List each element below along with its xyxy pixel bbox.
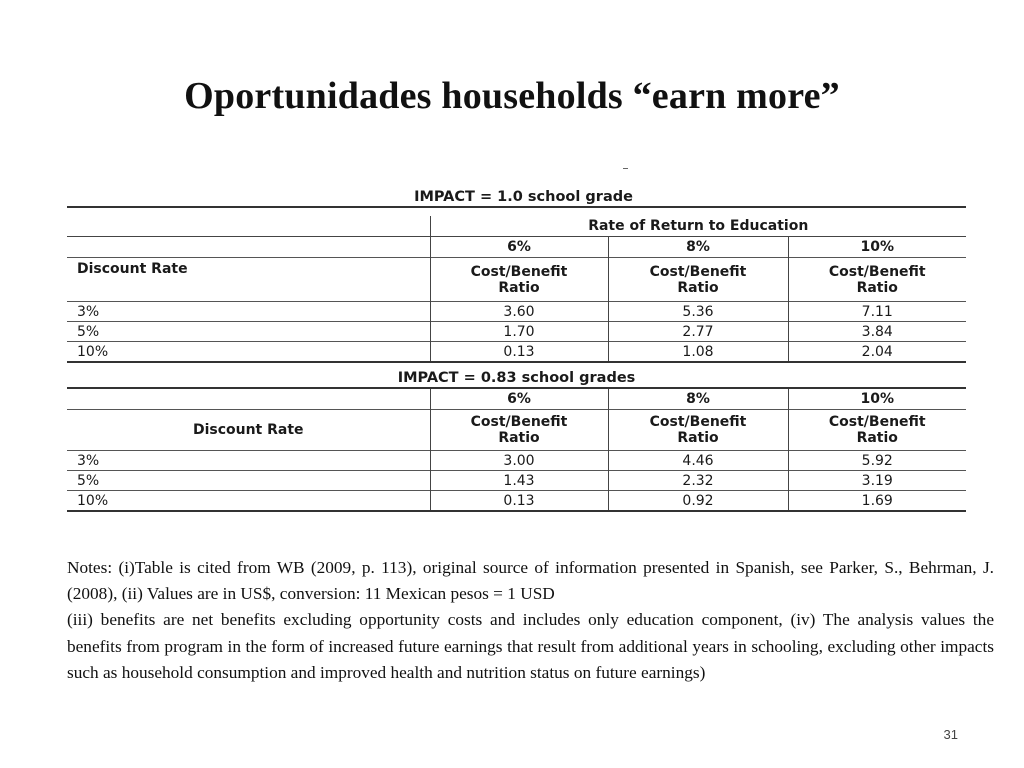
notes-paragraph-1: Notes: (i)Table is cited from WB (2009, p. 113), original source of information presented in Spanish, see Parker, S., Behrman, J. (2008), (ii) Values are in US$, conversion: 11 Mexican pesos = 1 USD [67, 558, 994, 604]
discount-rate-cell: 3% [67, 302, 430, 322]
table-1-caption: IMPACT = 1.0 school grade [414, 189, 633, 205]
table-row [67, 322, 966, 342]
ratio-header-8pct [608, 258, 788, 302]
scan-artifact-mark [623, 168, 628, 169]
notes [67, 555, 994, 686]
ratio-header-line2: Ratio [677, 430, 719, 446]
table-row [67, 342, 966, 363]
ratio-cell: 3.00 [430, 451, 608, 471]
ratio-cell: 0.13 [430, 491, 608, 512]
discount-rate-cell: 3% [67, 451, 430, 471]
column-header-10pct: 10% [788, 388, 966, 410]
discount-rate-cell: 10% [67, 342, 430, 363]
ratio-cell: 2.32 [608, 471, 788, 491]
table-1-group-header-row [67, 216, 966, 237]
ratio-header-6pct [430, 410, 608, 451]
ratio-header-line1: Cost/Benefit [470, 414, 568, 430]
ratio-cell: 1.70 [430, 322, 608, 342]
discount-rate-cell: 5% [67, 471, 430, 491]
ratio-header-10pct [788, 410, 966, 451]
impact-table-2 [67, 369, 966, 512]
table-1-top-rule [67, 207, 966, 216]
ratio-header-line1: Cost/Benefit [649, 414, 747, 430]
ratio-cell: 3.60 [430, 302, 608, 322]
ratio-header-line1: Cost/Benefit [649, 263, 747, 280]
ratio-cell: 7.11 [788, 302, 966, 322]
ratio-header-line2: Ratio [677, 279, 719, 296]
ratio-header-line2: Ratio [856, 430, 898, 446]
table-1-grid [67, 206, 966, 363]
ratio-cell: 3.84 [788, 322, 966, 342]
notes-paragraph-2: (iii) benefits are net benefits excluding opportunity costs and includes only education component, (iv) The analysis values the benefits from program in the form of increased future earnings that result from additional years in schooling, excluding other impacts such as household consumption and improved health and nutrition status on future earnings) [67, 610, 994, 682]
table-1-ratio-header-row [67, 258, 966, 302]
column-header-8pct: 8% [608, 237, 788, 258]
table-row [67, 451, 966, 471]
column-header-10pct: 10% [788, 237, 966, 258]
ratio-cell: 4.46 [608, 451, 788, 471]
table-2-ratio-header-row [67, 410, 966, 451]
column-header-6pct: 6% [430, 237, 608, 258]
discount-rate-cell: 10% [67, 491, 430, 512]
table-2-percent-header-row [67, 388, 966, 410]
ratio-cell: 1.08 [608, 342, 788, 363]
impact-table-1 [67, 188, 966, 363]
ratio-cell: 2.04 [788, 342, 966, 363]
table-2-caption: IMPACT = 0.83 school grades [397, 370, 636, 386]
table-1-percent-header-row [67, 237, 966, 258]
rate-of-return-header: Rate of Return to Education [430, 216, 966, 237]
ratio-header-6pct [430, 258, 608, 302]
ratio-cell: 0.13 [430, 342, 608, 363]
ratio-header-10pct [788, 258, 966, 302]
discount-rate-header: Discount Rate [67, 410, 430, 451]
column-header-8pct: 8% [608, 388, 788, 410]
table-row [67, 302, 966, 322]
ratio-header-line1: Cost/Benefit [828, 414, 926, 430]
discount-rate-cell: 5% [67, 322, 430, 342]
ratio-cell: 5.36 [608, 302, 788, 322]
column-header-6pct: 6% [430, 388, 608, 410]
ratio-cell: 0.92 [608, 491, 788, 512]
ratio-header-line1: Cost/Benefit [828, 263, 926, 280]
table-row [67, 491, 966, 512]
discount-rate-header: Discount Rate [67, 258, 430, 302]
ratio-cell: 1.43 [430, 471, 608, 491]
table-2-grid [67, 387, 966, 512]
ratio-cell: 1.69 [788, 491, 966, 512]
table-row [67, 471, 966, 491]
ratio-cell: 2.77 [608, 322, 788, 342]
ratio-header-line2: Ratio [856, 279, 898, 296]
ratio-header-line1: Cost/Benefit [470, 263, 568, 280]
ratio-cell: 5.92 [788, 451, 966, 471]
ratio-header-line2: Ratio [498, 279, 540, 296]
page-number: 31 [943, 727, 958, 742]
ratio-header-8pct [608, 410, 788, 451]
slide-title: Oportunidades households “earn more” [184, 75, 840, 117]
ratio-cell: 3.19 [788, 471, 966, 491]
ratio-header-line2: Ratio [498, 430, 540, 446]
